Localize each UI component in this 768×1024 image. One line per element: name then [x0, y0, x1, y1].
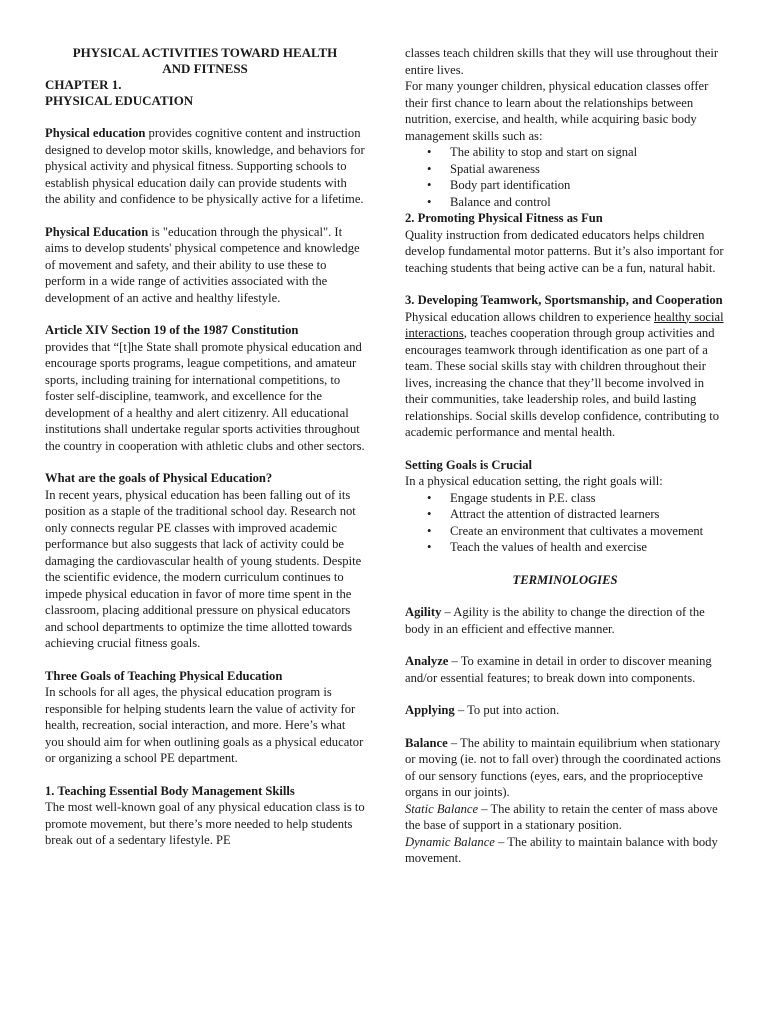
list-item: • Body part identification [405, 177, 725, 194]
static-balance-term: Static Balance [405, 801, 479, 816]
younger-children-text: For many younger children, physical education classes offer their first chance to learn about the relationships between nutrition, exercise, and health, while acquiring basic body management skills such as: [405, 79, 709, 143]
title-line-2: AND FITNESS [162, 61, 248, 76]
goal-3-heading: 3. Developing Teamwork, Sportsmanship, and Cooperation [405, 293, 723, 307]
chapter-title: PHYSICAL EDUCATION [45, 93, 194, 108]
chapter-number: CHAPTER 1. [45, 77, 122, 92]
goal-2-heading: 2. Promoting Physical Fitness as Fun [405, 211, 603, 225]
constitution-heading: Article XIV Section 19 of the 1987 Constitution [45, 323, 299, 337]
document-title [45, 45, 365, 77]
pe-education-paragraph [45, 224, 365, 307]
left-column [45, 45, 365, 849]
goal-3-text-post: , teaches cooperation through group activities and encourages teamwork through identification as one part of a team. These social skills stay with children throughout their lives, increasing the chance that they’ll become involved in their communities, take leadership roles, and build lasting relationships. Social skills develop confidence, contributing to academic performance and mental health. [405, 326, 720, 439]
goals-text: In recent years, physical education has been falling out of its position as a staple of the traditional school day. Research not only connects regular PE classes with improved academic performance but also suggests that lack of activity could be damaging the cardiovascular health of young students. Despite the scientific evidence, the modern curriculum continues to impede physical education in favor of more time spent in the classroom, placing additional pressure on physical educators and school departments to optimize the time allotted towards achieving crucial fitness goals. [45, 487, 362, 650]
list-item: • Teach the values of health and exercise [405, 539, 725, 556]
title-line-1: PHYSICAL ACTIVITIES TOWARD HEALTH [72, 45, 338, 60]
goals-heading: What are the goals of Physical Education? [45, 471, 273, 485]
goal-1-heading: 1. Teaching Essential Body Management Skills [45, 783, 295, 798]
list-item: • Create an environment that cultivates a movement [405, 523, 725, 540]
chapter-heading [45, 77, 365, 109]
goal-3-text-pre: Physical education allows children to experience [405, 309, 654, 324]
list-item: • Engage students in P.E. class [405, 490, 725, 507]
balance-term: Balance [405, 735, 448, 750]
three-goals-text: In schools for all ages, the physical education program is responsible for helping students learn the value of activity for health, recreation, social interaction, and more. Here’s what you should aim for when outlining goals as a physical educator or organizing a school PE department. [45, 685, 364, 765]
analyze-text: – To examine in detail in order to discover meaning and/or essential features; to break down into components. [405, 654, 712, 685]
applying-text: – To put into action. [454, 703, 560, 717]
pe-term: Physical education [45, 126, 146, 140]
dynamic-balance-text: – The ability to maintain balance with body movement. [405, 834, 718, 865]
list-item: • Attract the attention of distracted learners [405, 506, 725, 523]
static-balance-text: – The ability to retain the center of mass above the base of support in a stationary position. [405, 801, 718, 832]
setting-goals-list [405, 490, 725, 556]
list-item: • Balance and control [405, 194, 725, 211]
list-item: • The ability to stop and start on signal [405, 144, 725, 161]
list-item: • Spatial awareness [405, 161, 725, 178]
constitution-text: provides that “[t]he State shall promote physical education and encourage sports programs, league competitions, and amateur sports, including training for international competitions, to foster self-discipline, teamwork, and excellence for the development of a healthy and alert citizenry. All educational institutions shall undertake regular sports activities throughout the country in cooperation with athletic clubs and other sectors. [45, 339, 365, 453]
static-balance-definition [405, 801, 725, 834]
goal-1-text: The most well-known goal of any physical education class is to promote movement, but there’s more needed to help students break out of a sedentary lifestyle. PE [45, 800, 365, 847]
pe-definition-text: provides cognitive content and instruction designed to develop motor skills, knowledge, and behaviors for physical activity and physical fitness. Supporting schools to establish physical education daily can provide students with the ability and confidence to be physically active for a lifetime. [45, 126, 365, 206]
terminologies-heading: TERMINOLOGIES [512, 572, 618, 587]
applying-term: Applying [405, 703, 455, 717]
balance-definition [405, 735, 725, 801]
analyze-term: Analyze [405, 654, 449, 668]
healthy-social-interactions-link[interactable]: healthy social interactions [405, 309, 724, 340]
dynamic-balance-term: Dynamic Balance [405, 834, 495, 849]
goal-3-text [405, 309, 725, 441]
three-goals-heading: Three Goals of Teaching Physical Education [45, 668, 283, 683]
setting-goals-heading: Setting Goals is Crucial [405, 457, 532, 472]
agility-text: – Agility is the ability to change the direction of the body in an efficient and effective manner. [405, 605, 705, 636]
setting-goals-text: In a physical education setting, the right goals will: [405, 474, 663, 488]
goal-1-continued-text: classes teach children skills that they will use throughout their entire lives. [405, 46, 719, 77]
right-column [405, 45, 725, 867]
analyze-definition [405, 653, 725, 686]
pe-education-text: is "education through the physical". It aims to develop students' physical competence and knowledge of movement and safety, and their ability to use these to perform in a wide range of activities associated with the development of an active and healthy lifestyle. [45, 224, 360, 305]
pe-term-2: Physical Education [45, 224, 149, 239]
applying-definition [405, 702, 725, 719]
pe-definition-paragraph [45, 125, 365, 208]
balance-text: – The ability to maintain equilibrium when stationary or moving (ie. not to fall over) through the coordinated actions of our sensory functions (eyes, ears, and the proprioceptive organs in our joints). [405, 735, 721, 799]
body-skills-list [405, 144, 725, 210]
agility-term: Agility [405, 605, 442, 619]
agility-definition [405, 604, 725, 637]
dynamic-balance-definition [405, 834, 725, 867]
goal-2-text: Quality instruction from dedicated educators helps children develop fundamental motor patterns. But it’s also important for teaching students that being active can be a fun, natural habit. [405, 227, 724, 275]
